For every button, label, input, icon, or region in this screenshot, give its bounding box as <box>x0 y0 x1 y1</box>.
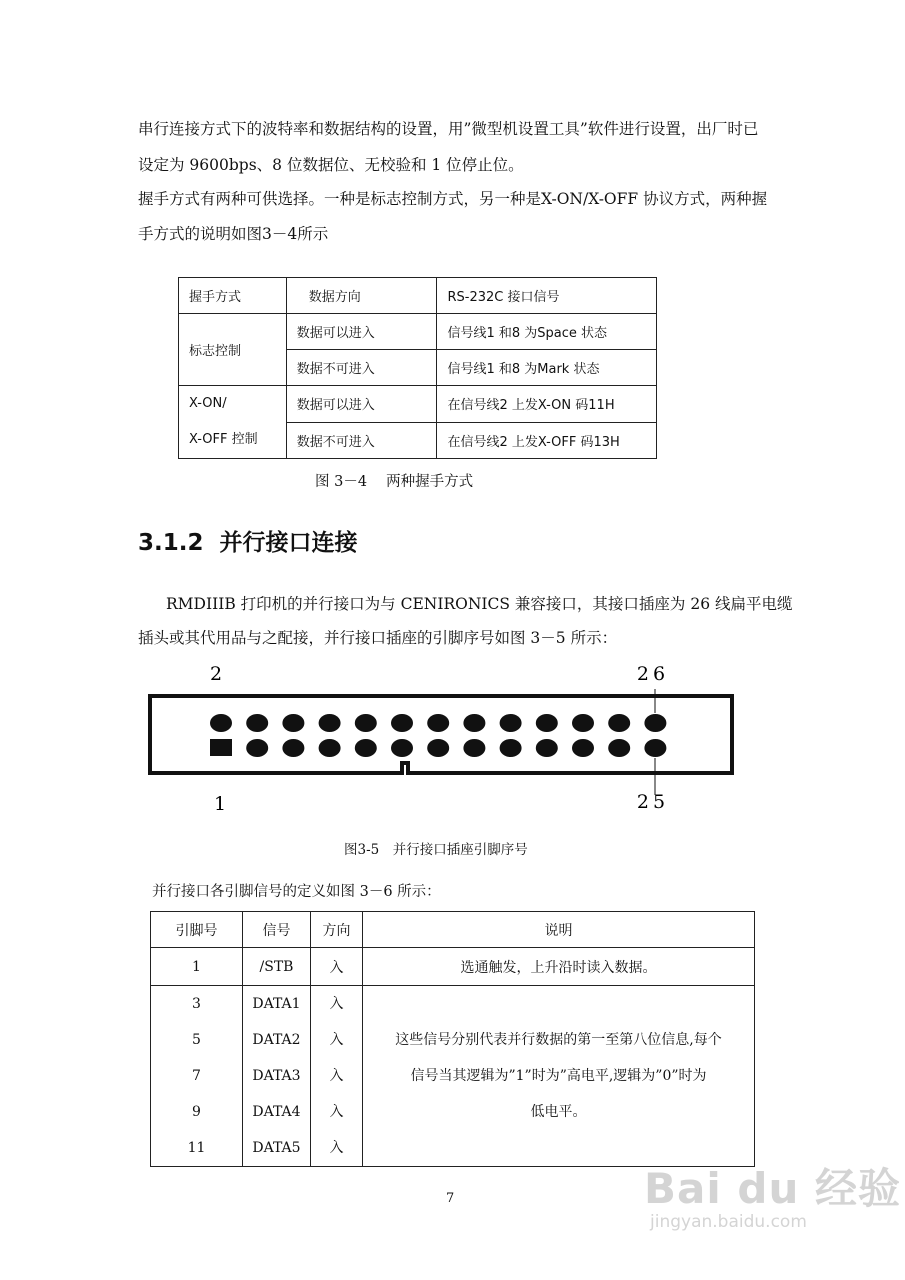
direction: 入 <box>329 996 344 1012</box>
watermark-url: jingyan.baidu.com <box>650 1212 807 1232</box>
pin-number: 5 <box>192 1032 201 1048</box>
signal-name: DATA4 <box>252 1104 301 1120</box>
connector-pin-odd <box>463 739 485 757</box>
table-cell: /STB <box>243 948 311 986</box>
table-cell-group-xon <box>179 386 287 459</box>
connector-pin-odd <box>572 739 594 757</box>
signal-name: DATA2 <box>252 1032 301 1048</box>
table-header-cell: 引脚号 <box>151 912 243 948</box>
pin-label-1: 1 <box>213 793 227 815</box>
connector-pin-odd <box>282 739 304 757</box>
pin-number-column <box>151 986 243 1167</box>
table-row <box>179 278 657 314</box>
table-header-cell: 方向 <box>311 912 363 948</box>
table-row <box>151 986 755 1167</box>
figure-caption-3-5: 图3-5 并行接口插座引脚序号 <box>344 842 528 858</box>
paragraph-parallel-line1: RMDIIIB 打印机的并行接口为与 CENIRONICS 兼容接口，其接口插座为 26 线扁平电缆 <box>166 595 793 613</box>
table-row <box>151 948 755 986</box>
table-cell: 数据不可进入 <box>286 422 437 459</box>
connector-pin-even <box>500 714 522 732</box>
connector-diagram <box>140 655 750 820</box>
connector-pin-odd <box>355 739 377 757</box>
connector-pin-odd <box>246 739 268 757</box>
pin-label-26: 26 <box>636 663 670 685</box>
watermark-brand: Bai du 经验 <box>644 1164 901 1213</box>
connector-pin-even <box>427 714 449 732</box>
table-cell: 在信号线2 上发X-OFF 码13H <box>437 422 657 459</box>
section-title: 并行接口连接 <box>219 530 358 556</box>
table-cell: 在信号线2 上发X-ON 码11H <box>437 386 657 423</box>
paragraph-parallel-line2: 插头或其代用品与之配接，并行接口插座的引脚序号如图 3－5 所示： <box>138 629 618 647</box>
connector-pin-1-square <box>210 739 232 756</box>
signal-name: DATA3 <box>252 1068 301 1084</box>
pin-label-25: 25 <box>636 791 670 813</box>
group-label-line2: X-OFF 控制 <box>189 432 258 447</box>
section-number: 3.1.2 <box>138 530 204 556</box>
table-cell: 数据可以进入 <box>286 314 437 350</box>
table-cell: 数据不可进入 <box>286 350 437 386</box>
signal-name: DATA1 <box>252 996 301 1012</box>
connector-pin-even <box>536 714 558 732</box>
connector-pin-odd <box>319 739 341 757</box>
table-cell: 1 <box>151 948 243 986</box>
signal-name: DATA5 <box>252 1140 301 1156</box>
table-header-cell: 说明 <box>363 912 755 948</box>
connector-pin-even <box>391 714 413 732</box>
section-heading <box>138 524 358 557</box>
connector-pin-even <box>319 714 341 732</box>
table-row <box>179 314 657 350</box>
description-line: 信号当其逻辑为”1”时为”高电平,逻辑为”0”时为 <box>410 1068 707 1084</box>
connector-pin-odd <box>391 739 413 757</box>
table-cell: 信号线1 和8 为Space 状态 <box>437 314 657 350</box>
connector-pin-even <box>210 714 232 732</box>
paragraph-serial-settings-line2: 设定为 9600bps、8 位数据位、无校验和 1 位停止位。 <box>138 156 524 174</box>
pin-label-2: 2 <box>209 663 223 685</box>
table-cell: 信号线1 和8 为Mark 状态 <box>437 350 657 386</box>
pin-definition-table <box>150 911 755 1167</box>
pin-number: 11 <box>187 1140 206 1156</box>
paragraph-handshake-line1: 握手方式有两种可供选择。一种是标志控制方式，另一种是X-ON/X-OFF 协议方式，两种握 <box>138 190 768 208</box>
connector-pin-odd <box>608 739 630 757</box>
connector-pin-even <box>572 714 594 732</box>
pin-table-intro: 并行接口各引脚信号的定义如图 3－6 所示： <box>152 884 441 900</box>
connector-pin-even <box>608 714 630 732</box>
table-header-cell: 信号 <box>243 912 311 948</box>
table-cell: 数据可以进入 <box>286 386 437 423</box>
description-line: 这些信号分别代表并行数据的第一至第八位信息,每个 <box>395 1032 722 1048</box>
table-row <box>179 386 657 423</box>
baidu-jingyan-watermark <box>644 1156 901 1232</box>
group-label-line1: X-ON/ <box>189 396 227 411</box>
connector-pin-odd <box>427 739 449 757</box>
paragraph-handshake-line2: 手方式的说明如图3－4所示 <box>138 225 329 243</box>
table-header-cell: 握手方式 <box>179 278 287 314</box>
direction-column <box>311 986 363 1167</box>
direction: 入 <box>329 1068 344 1084</box>
pin-number: 3 <box>192 996 201 1012</box>
table-cell-group-flag: 标志控制 <box>179 314 287 386</box>
connector-pin-odd <box>500 739 522 757</box>
handshake-table <box>178 277 657 459</box>
direction: 入 <box>329 1140 344 1156</box>
direction: 入 <box>329 1032 344 1048</box>
description-line: 低电平。 <box>530 1104 587 1120</box>
connector-pin-odd <box>536 739 558 757</box>
connector-pin-even <box>644 714 666 732</box>
table-header-cell: 数据方向 <box>286 278 437 314</box>
table-cell: 入 <box>311 948 363 986</box>
pin-number: 9 <box>192 1104 201 1120</box>
connector-pin-even <box>282 714 304 732</box>
pin-number: 7 <box>192 1068 201 1084</box>
direction: 入 <box>329 1104 344 1120</box>
table-header-cell: RS-232C 接口信号 <box>437 278 657 314</box>
figure-caption-3-4: 图 3－4 两种握手方式 <box>315 474 474 490</box>
data-description-cell <box>363 986 755 1167</box>
connector-pin-even <box>355 714 377 732</box>
connector-pin-odd <box>644 739 666 757</box>
connector-outline <box>150 696 732 773</box>
page-number: 7 <box>446 1191 455 1206</box>
paragraph-serial-settings-line1: 串行连接方式下的波特率和数据结构的设置，用”微型机设置工具”软件进行设置，出厂时已 <box>138 120 759 138</box>
table-cell: 选通触发，上升沿时读入数据。 <box>363 948 755 986</box>
table-row <box>151 912 755 948</box>
connector-pin-even <box>246 714 268 732</box>
connector-pin-even <box>463 714 485 732</box>
signal-column <box>243 986 311 1167</box>
